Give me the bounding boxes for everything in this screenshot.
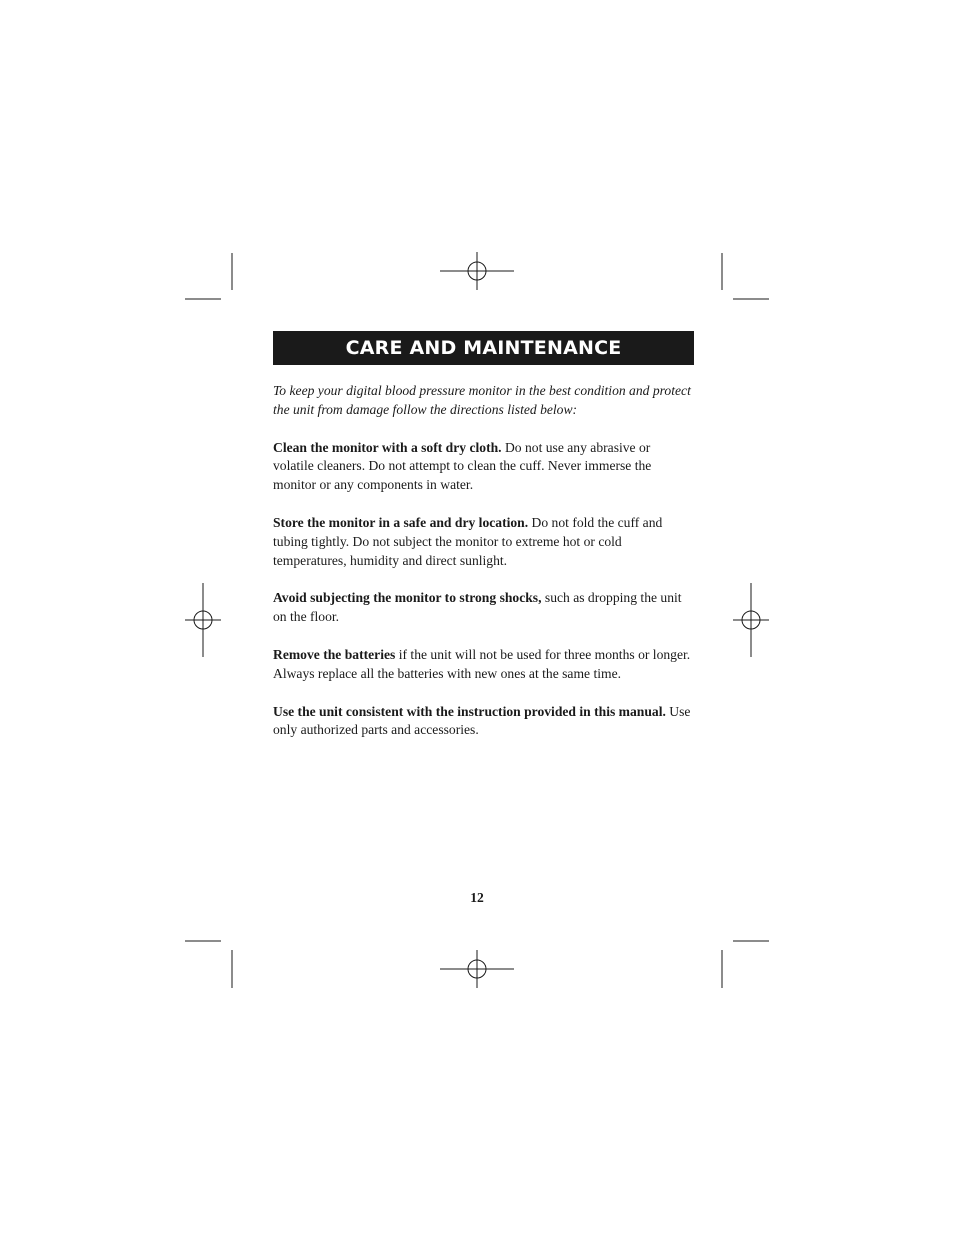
care-item-text: Use only authorized parts and accessories. [273,703,691,738]
section-title-bar [273,331,694,365]
registration-target-left [185,583,221,657]
registration-target-right [733,583,769,657]
care-item-text: such as dropping the unit on the floor. [273,590,682,625]
intro-paragraph: To keep your digital blood pressure monitor in the best condition and protect the unit from damage follow the directions listed below: [273,383,691,417]
care-item-lead: Use the unit consistent with the instruction provided in this manual. [273,703,666,719]
care-item-text: Do not fold the cuff and tubing tightly. Do not subject the monitor to extreme hot or cold temperatures, humidity and direct sunlight. [273,514,663,568]
care-item-lead: Store the monitor in a safe and dry location. [273,514,529,530]
content-body [273,382,693,759]
care-item-lead: Remove the batteries [273,646,396,662]
care-item [273,703,693,741]
page-number: 12 [470,890,484,905]
care-item [273,439,693,495]
care-item [273,589,693,627]
care-item-text: Do not use any abrasive or volatile cleaners. Do not attempt to clean the cuff. Never immerse the monitor or any components in water. [273,439,652,493]
care-item [273,646,693,684]
section-title: CARE AND MAINTENANCE [345,337,622,359]
care-item-text: if the unit will not be used for three months or longer. Always replace all the batteries with new ones at the same time. [273,646,691,681]
registration-target-top [440,252,514,290]
care-item [273,514,693,570]
registration-target-bottom [440,950,514,988]
care-item-lead: Clean the monitor with a soft dry cloth. [273,439,502,455]
care-item-lead: Avoid subjecting the monitor to strong shocks, [273,590,542,606]
